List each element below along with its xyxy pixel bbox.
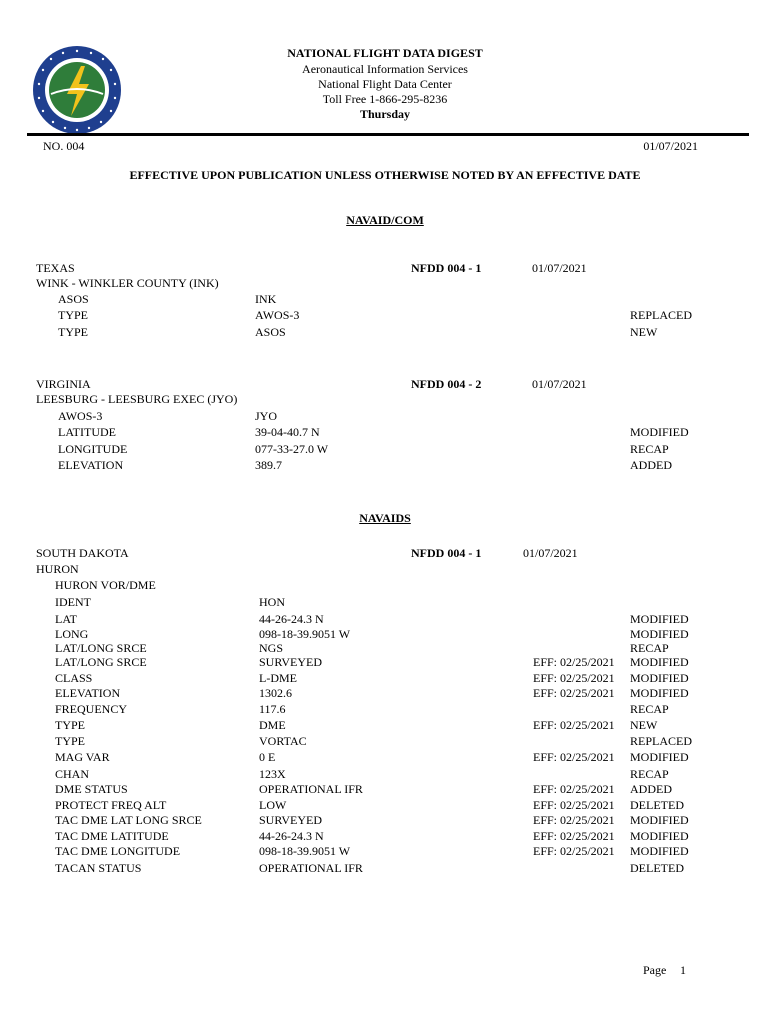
row-effective-date: EFF: 02/25/2021: [533, 782, 615, 796]
page-number: 1: [680, 963, 686, 977]
row-action: NEW: [630, 325, 658, 339]
entry-date: 01/07/2021: [532, 261, 587, 275]
row-action: MODIFIED: [630, 627, 689, 641]
row-label: LAT/LONG SRCE: [55, 641, 147, 655]
row-value: 39-04-40.7 N: [255, 425, 320, 439]
section-title-navaid-com: NAVAID/COM: [346, 213, 424, 227]
row-label: CLASS: [55, 671, 93, 685]
row-action: MODIFIED: [630, 813, 689, 827]
row-action: DELETED: [630, 798, 684, 812]
row-value: 098-18-39.9051 W: [259, 844, 351, 858]
row-value: AWOS-3: [255, 308, 300, 322]
row-label: AWOS-3: [58, 409, 103, 423]
entry-nfdd: NFDD 004 - 1: [411, 261, 482, 275]
row-effective-date: EFF: 02/25/2021: [533, 844, 615, 858]
row-value: OPERATIONAL IFR: [259, 861, 363, 875]
entry-state: TEXAS: [36, 261, 75, 275]
row-label: MAG VAR: [55, 750, 110, 764]
row-value: L-DME: [259, 671, 297, 685]
row-action: DELETED: [630, 861, 684, 875]
row-action: ADDED: [630, 782, 672, 796]
row-effective-date: EFF: 02/25/2021: [533, 655, 615, 669]
entry-location: LEESBURG - LEESBURG EXEC (JYO): [36, 392, 238, 406]
page-label: Page: [643, 963, 667, 977]
row-action: REPLACED: [630, 734, 693, 748]
entry-nfdd: NFDD 004 - 2: [411, 377, 482, 391]
row-action: MODIFIED: [630, 425, 689, 439]
row-action: RECAP: [630, 641, 669, 655]
row-action: MODIFIED: [630, 655, 689, 669]
row-effective-date: EFF: 02/25/2021: [533, 798, 615, 812]
row-label: LATITUDE: [58, 425, 116, 439]
row-value: 123X: [259, 767, 286, 781]
row-effective-date: EFF: 02/25/2021: [533, 686, 615, 700]
row-action: MODIFIED: [630, 686, 689, 700]
row-effective-date: EFF: 02/25/2021: [533, 829, 615, 843]
row-action: RECAP: [630, 702, 669, 716]
row-label: LONG: [55, 627, 89, 641]
section-title-navaids: NAVAIDS: [359, 511, 411, 525]
row-label: PROTECT FREQ ALT: [55, 798, 167, 812]
row-label: FREQUENCY: [55, 702, 128, 716]
header-rule: [27, 133, 749, 136]
header-line-ais: Aeronautical Information Services: [302, 62, 468, 76]
row-action: RECAP: [630, 767, 669, 781]
row-value: 077-33-27.0 W: [255, 442, 329, 456]
row-value: OPERATIONAL IFR: [259, 782, 363, 796]
row-value: SURVEYED: [259, 655, 323, 669]
row-value: 098-18-39.9051 W: [259, 627, 351, 641]
header-line-nfdc: National Flight Data Center: [318, 77, 452, 91]
row-label: DME STATUS: [55, 782, 128, 796]
digest-title: NATIONAL FLIGHT DATA DIGEST: [287, 46, 483, 60]
row-label: ASOS: [58, 292, 89, 306]
row-label: LAT: [55, 612, 77, 626]
row-action: MODIFIED: [630, 829, 689, 843]
entry-date: 01/07/2021: [523, 546, 578, 560]
row-label: LAT/LONG SRCE: [55, 655, 147, 669]
entry-date: 01/07/2021: [532, 377, 587, 391]
row-value: NGS: [259, 641, 284, 655]
row-effective-date: EFF: 02/25/2021: [533, 718, 615, 732]
row-value: 1302.6: [259, 686, 292, 700]
entry-nfdd: NFDD 004 - 1: [411, 546, 482, 560]
row-value: ASOS: [255, 325, 286, 339]
row-action: ADDED: [630, 458, 672, 472]
row-value: 0 E: [259, 750, 276, 764]
effective-notice: EFFECTIVE UPON PUBLICATION UNLESS OTHERWISE NOTED BY AN EFFECTIVE DATE: [129, 168, 641, 182]
row-label: TAC DME LONGITUDE: [55, 844, 181, 858]
row-action: MODIFIED: [630, 750, 689, 764]
row-action: MODIFIED: [630, 612, 689, 626]
row-effective-date: EFF: 02/25/2021: [533, 813, 615, 827]
header-line-phone: Toll Free 1-866-295-8236: [322, 92, 448, 106]
issue-number: NO. 004: [43, 139, 85, 153]
row-value: INK: [255, 292, 277, 306]
row-label: CHAN: [55, 767, 90, 781]
row-effective-date: EFF: 02/25/2021: [533, 671, 615, 685]
row-value: 117.6: [259, 702, 286, 716]
row-action: REPLACED: [630, 308, 693, 322]
row-value: DME: [259, 718, 286, 732]
header-day: Thursday: [359, 107, 411, 121]
row-label: ELEVATION: [55, 686, 121, 700]
entry-location: WINK - WINKLER COUNTY (INK): [36, 276, 219, 290]
row-value: JYO: [255, 409, 278, 423]
row-value: 44-26-24.3 N: [259, 829, 324, 843]
row-label: TYPE: [58, 325, 88, 339]
row-label: TAC DME LAT LONG SRCE: [55, 813, 202, 827]
row-value: 44-26-24.3 N: [259, 612, 324, 626]
entry-state: SOUTH DAKOTA: [36, 546, 129, 560]
row-value: VORTAC: [259, 734, 307, 748]
row-label: TYPE: [55, 734, 85, 748]
row-label: TYPE: [55, 718, 85, 732]
row-label: IDENT: [55, 595, 91, 609]
row-action: NEW: [630, 718, 658, 732]
row-label: TAC DME LATITUDE: [55, 829, 169, 843]
row-action: MODIFIED: [630, 844, 689, 858]
row-action: RECAP: [630, 442, 669, 456]
row-label: ELEVATION: [58, 458, 124, 472]
row-effective-date: EFF: 02/25/2021: [533, 750, 615, 764]
row-value: 389.7: [255, 458, 282, 472]
row-value: HON: [259, 595, 285, 609]
row-value: SURVEYED: [259, 813, 323, 827]
row-action: MODIFIED: [630, 671, 689, 685]
row-label: TYPE: [58, 308, 88, 322]
entry-location: HURON: [36, 562, 79, 576]
issue-date: 01/07/2021: [643, 139, 698, 153]
row-label: LONGITUDE: [58, 442, 128, 456]
entry-state: VIRGINIA: [36, 377, 91, 391]
entry-facility: HURON VOR/DME: [55, 578, 156, 592]
row-label: TACAN STATUS: [55, 861, 142, 875]
row-value: LOW: [259, 798, 287, 812]
